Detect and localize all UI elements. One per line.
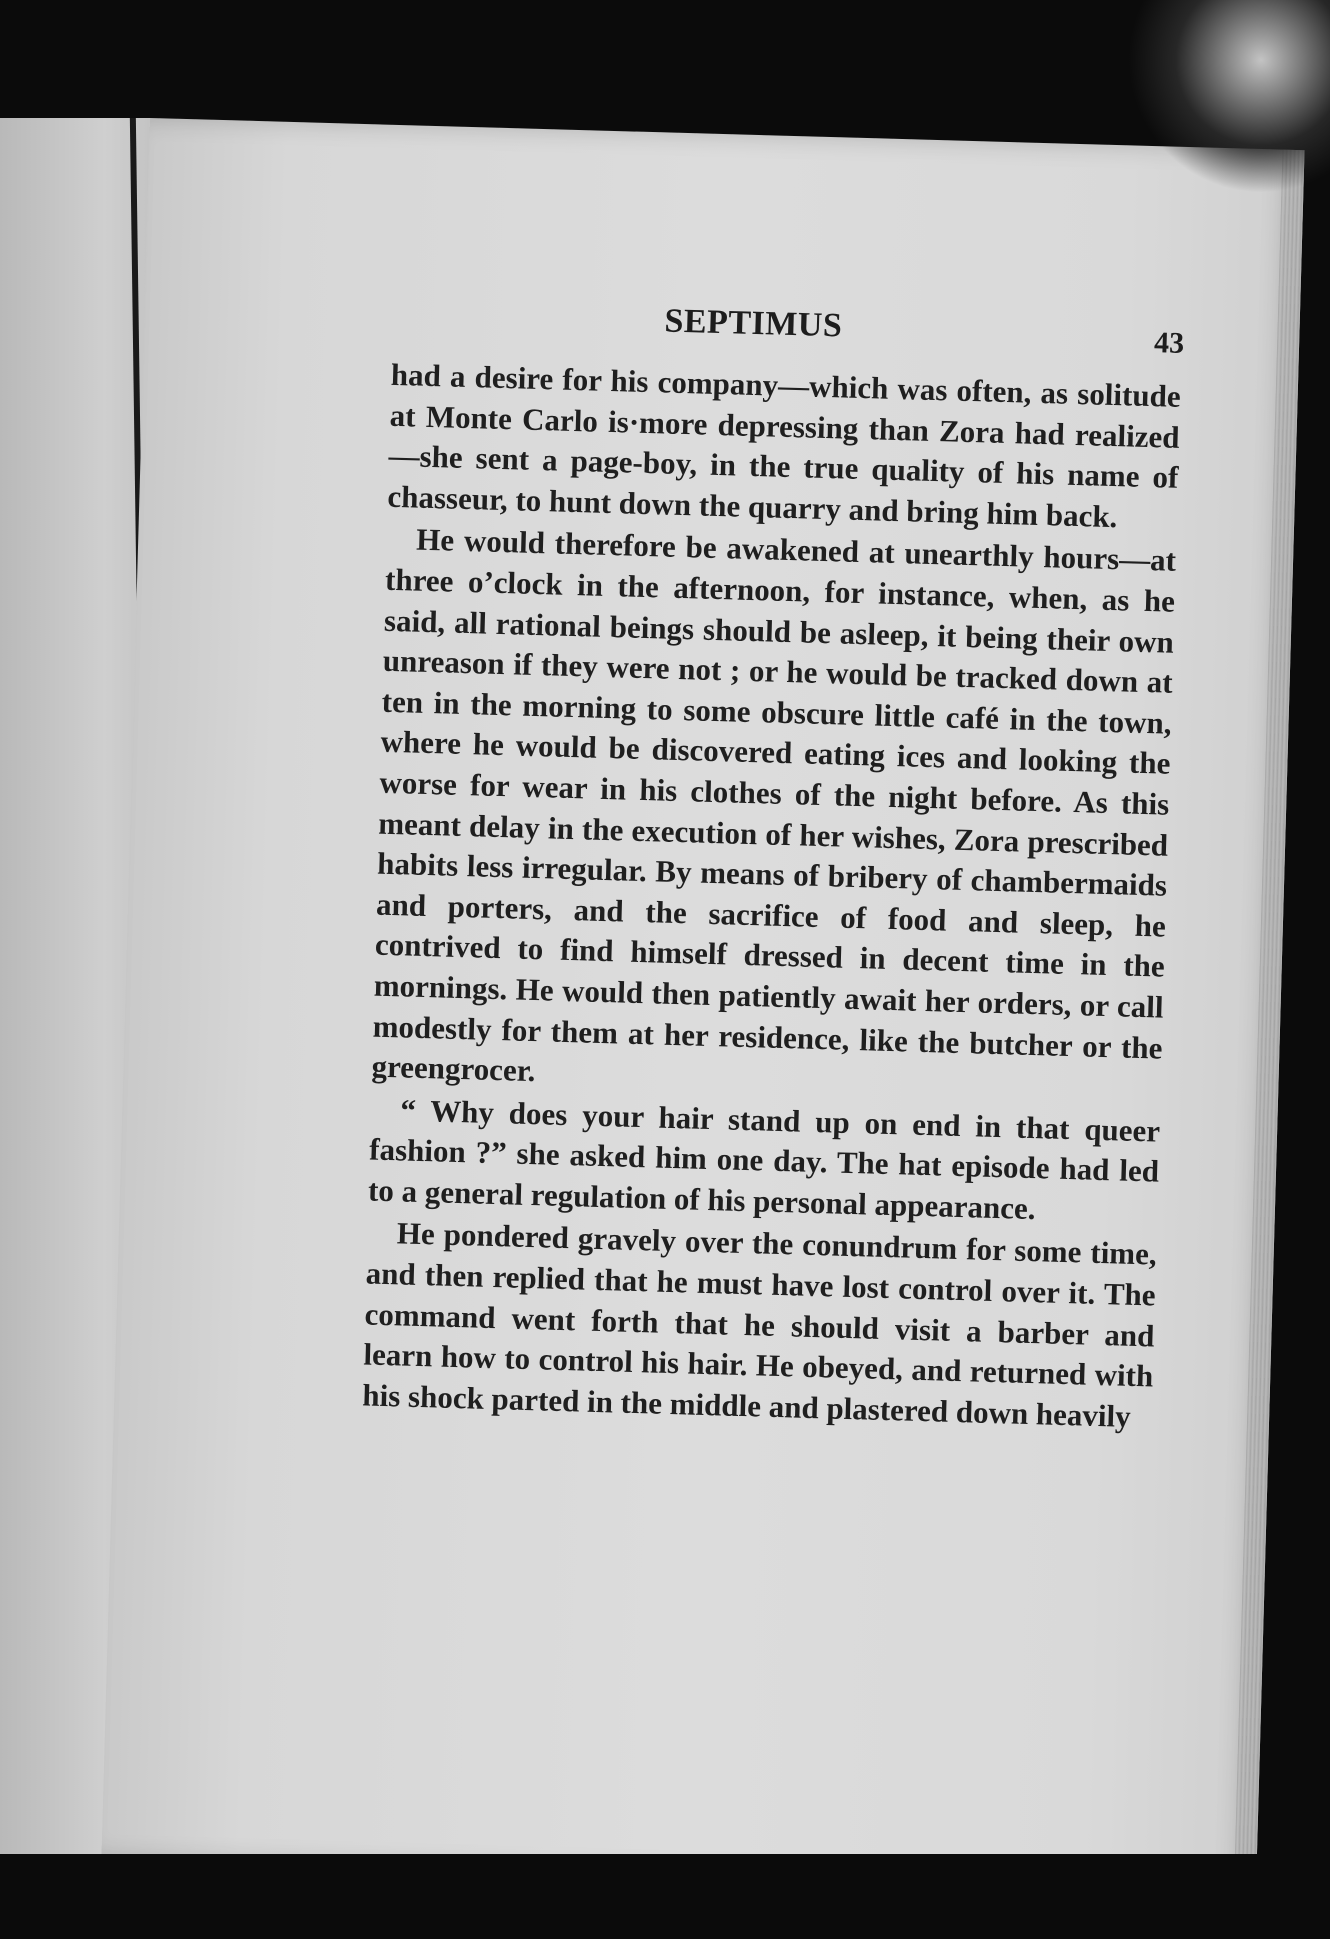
book-page bbox=[101, 118, 1304, 1890]
scan-background bbox=[0, 1854, 1330, 1939]
paragraph-3: “ Why does your hair stand up on end in that queer fashion ?” she asked him one day. The hat episode had led to a general regulation of his personal appearance. bbox=[367, 1092, 1161, 1227]
paragraph-1: had a desire for his company—which was often, as solitude at Monte Carlo is·more depressing than Zora had realized—she sent a page-boy, in the true quality of his name of chasseur, to hunt down the quarry and bring him back. bbox=[387, 356, 1182, 534]
paragraph-4: He pondered gravely over the conundrum for some time, and then replied that he must have lost control over it. The command went forth that he should visit a barber and learn how to control his hair. He obeyed, and returned with his shock parted in the middle and plastered down heavily bbox=[361, 1215, 1158, 1434]
page-header bbox=[544, 299, 1185, 367]
running-head: SEPTIMUS bbox=[664, 302, 843, 345]
page-number: 43 bbox=[1153, 326, 1185, 360]
scan-artifact bbox=[1100, 0, 1330, 200]
page-fore-edge bbox=[1234, 150, 1305, 1890]
body-text bbox=[362, 355, 1181, 1438]
paragraph-2: He would therefore be awakened at unearthly hours—at three o’clock in the afternoon, for instance, when, as he said, all rational beings should be asleep, it being their own unreason if they were not ; or he would be tracked down at ten in the morning to some obscure little café in the town, where he would be discovered eating ices and looking the worse for wear in his clothes of the night before. As this meant delay in the execution of her wishes, Zora prescribed habits less irregular. By means of bribery of chambermaids and porters, and the sacrifice of food and sleep, he contrived to find himself dressed in decent time in the mornings. He would then patiently await her orders, or call modestly for them at her residence, like the butcher or the greengrocer. bbox=[371, 521, 1177, 1089]
